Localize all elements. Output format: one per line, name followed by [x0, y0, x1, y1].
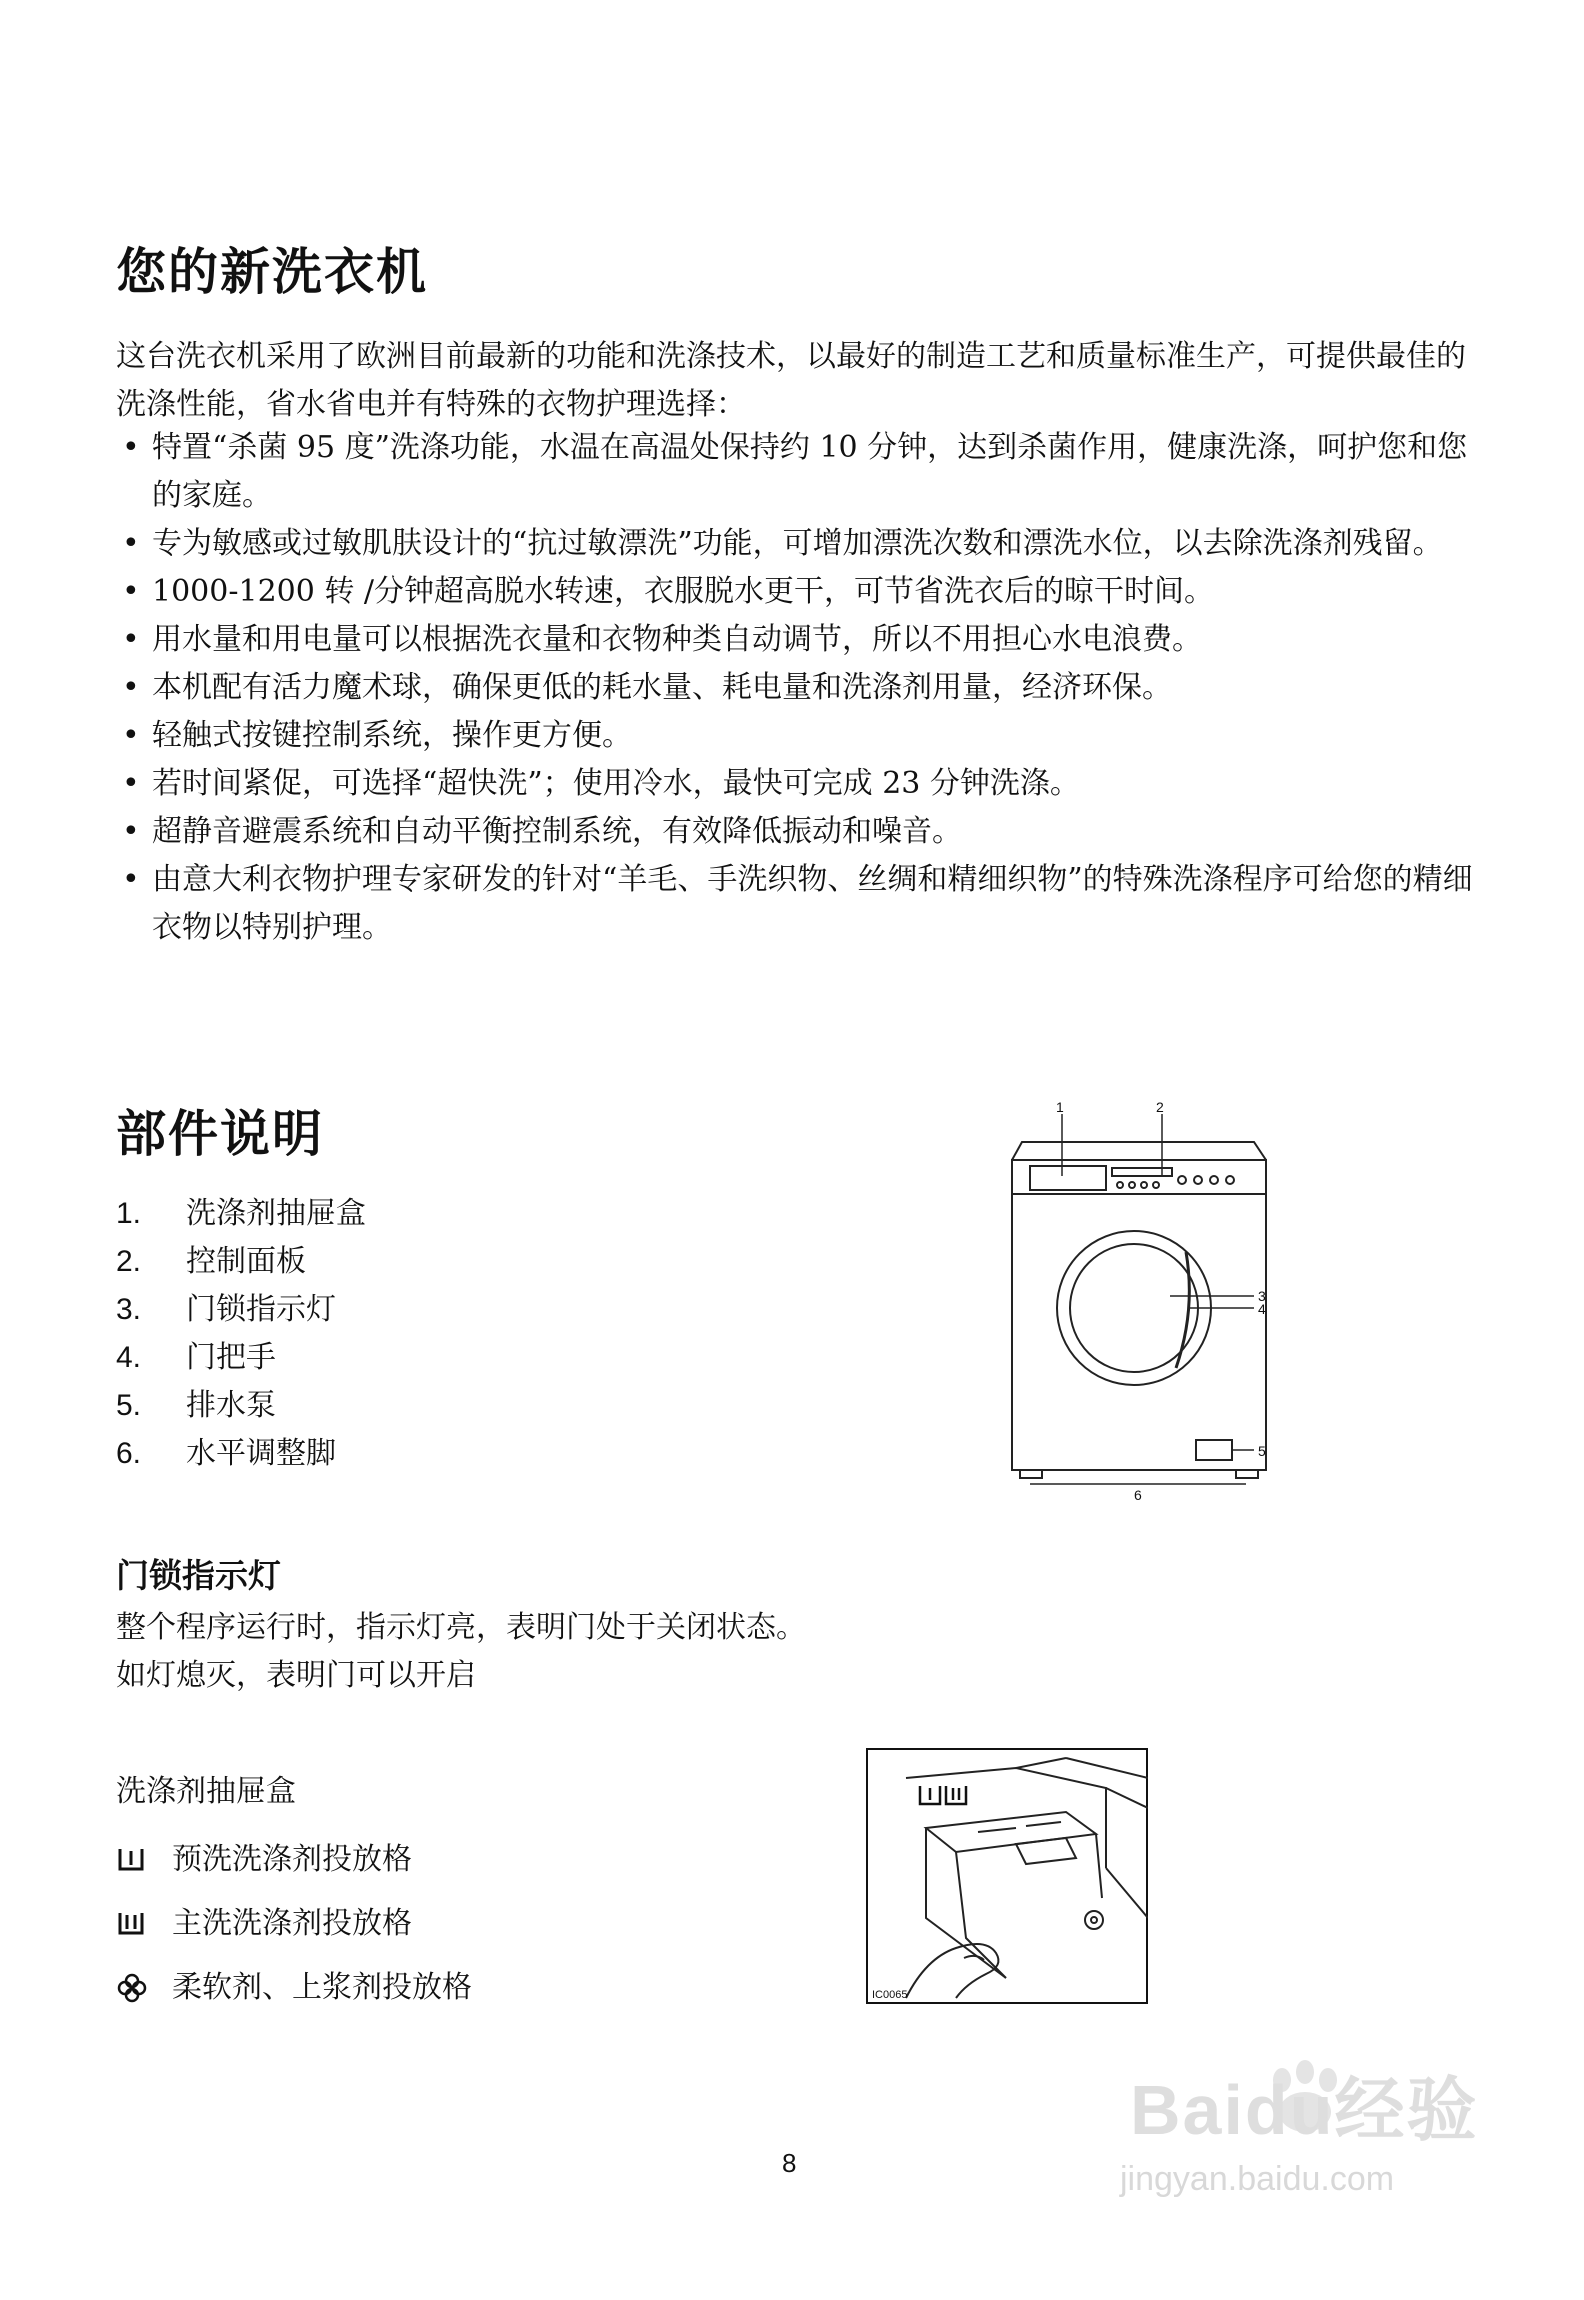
door-glass	[1070, 1244, 1198, 1372]
list-item	[116, 808, 1486, 856]
detergent-drawer	[1030, 1166, 1106, 1190]
list-item	[116, 1892, 472, 1956]
list-item	[116, 568, 1486, 616]
feature-text: 1000-1200 转 /分钟超高脱水转速，衣服脱水更干，可节省洗衣后的晾干时间。	[152, 574, 1215, 609]
feature-text: 若时间紧促，可选择“超快洗”；使用冷水，最快可完成 23 分钟洗涤。	[152, 766, 1080, 801]
feature-text: 用水量和用电量可以根据洗衣量和衣物种类自动调节，所以不用担心水电浪费。	[152, 622, 1202, 657]
part-label: 洗涤剂抽屉盒	[186, 1196, 366, 1231]
leveling-foot	[1236, 1470, 1258, 1478]
list-item	[116, 1190, 366, 1238]
part-label: 门锁指示灯	[186, 1292, 336, 1327]
drawer-title: 洗涤剂抽屉盒	[116, 1774, 296, 1809]
list-item	[116, 1238, 366, 1286]
watermark-logo: Baidu经验	[1130, 2071, 1479, 2149]
diagram-label-6: 6	[1134, 1487, 1142, 1503]
machine-top-edge	[1012, 1142, 1266, 1160]
washing-machine-diagram	[1000, 1100, 1300, 1530]
part-label: 控制面板	[186, 1244, 306, 1279]
lock-line: 如灯熄灭，表明门可以开启	[116, 1658, 476, 1693]
lock-line: 整个程序运行时，指示灯亮，表明门处于关闭状态。	[116, 1610, 806, 1645]
intro-paragraph: 这台洗衣机采用了欧洲目前最新的功能和洗涤技术，以最好的制造工艺和质量标准生产，可提供最佳的洗涤性能，省水省电并有特殊的衣物护理选择：	[116, 339, 1466, 422]
bullet-mark: •	[122, 526, 140, 561]
figure-code: IC0065	[872, 1989, 908, 2001]
machine-body	[1012, 1160, 1266, 1470]
bullet-mark: •	[122, 574, 140, 609]
list-item	[116, 1334, 366, 1382]
part-label: 排水泵	[186, 1388, 276, 1423]
diagram-label-1: 1	[1056, 1100, 1064, 1115]
diagram-label-4: 4	[1258, 1301, 1266, 1317]
list-item	[116, 712, 1486, 760]
section-title-new-washer: 您的新洗衣机	[116, 243, 428, 301]
leveling-foot	[1020, 1470, 1042, 1478]
part-number: 4.	[116, 1341, 142, 1374]
feature-list	[116, 424, 1486, 952]
bullet-mark: •	[122, 862, 140, 897]
list-item	[116, 424, 1486, 520]
part-label: 门把手	[186, 1340, 276, 1375]
list-item	[116, 664, 1486, 712]
list-item	[116, 1828, 472, 1892]
part-number: 2.	[116, 1245, 142, 1278]
part-number: 5.	[116, 1389, 142, 1422]
bullet-mark: •	[122, 766, 140, 801]
list-item	[116, 1956, 472, 2020]
bullet-mark: •	[122, 718, 140, 753]
compartment-label: 柔软剂、上浆剂投放格	[172, 1970, 472, 2005]
list-item	[116, 1382, 366, 1430]
feature-text: 轻触式按键控制系统，操作更方便。	[152, 718, 632, 753]
diagram-label-5: 5	[1258, 1443, 1266, 1459]
parts-list	[116, 1190, 366, 1478]
bullet-mark: •	[122, 430, 140, 465]
bullet-mark: •	[122, 670, 140, 705]
list-item	[116, 520, 1486, 568]
diagram-label-3: 3	[1258, 1288, 1266, 1304]
bullet-mark: •	[122, 622, 140, 657]
drawer-compartment-list	[116, 1828, 472, 2020]
feature-text: 本机配有活力魔术球，确保更低的耗水量、耗电量和洗涤剂用量，经济环保。	[152, 670, 1172, 705]
feature-text: 由意大利衣物护理专家研发的针对“羊毛、手洗织物、丝绸和精细织物”的特殊洗涤程序可给您的精细衣物以特别护理。	[152, 862, 1473, 945]
detergent-drawer-illustration	[866, 1748, 1148, 2004]
list-item	[116, 616, 1486, 664]
bullet-mark: •	[122, 814, 140, 849]
list-item	[116, 1286, 366, 1334]
softener-flower-icon	[116, 1972, 172, 2004]
part-number: 1.	[116, 1197, 142, 1230]
feature-text: 特置“杀菌 95 度”洗涤功能，水温在高温处保持约 10 分钟，达到杀菌作用，健康洗涤，呵护您和您的家庭。	[152, 430, 1468, 513]
part-label: 水平调整脚	[186, 1436, 336, 1471]
list-item	[116, 760, 1486, 808]
feature-text: 超静音避震系统和自动平衡控制系统，有效降低振动和噪音。	[152, 814, 962, 849]
part-number: 3.	[116, 1293, 142, 1326]
mainwash-compartment-icon	[116, 1909, 172, 1939]
diagram-label-2: 2	[1156, 1100, 1164, 1115]
lock-indicator-text	[116, 1604, 806, 1700]
watermark-url: jingyan.baidu.com	[1120, 2160, 1395, 2198]
feature-text: 专为敏感或过敏肌肤设计的“抗过敏漂洗”功能，可增加漂洗次数和漂洗水位，以去除洗涤剂残留。	[152, 526, 1443, 561]
door-handle	[1176, 1252, 1189, 1368]
part-number: 6.	[116, 1437, 142, 1470]
page-number: 8	[782, 2148, 797, 2178]
prewash-compartment-icon	[116, 1845, 172, 1875]
compartment-label: 预洗洗涤剂投放格	[172, 1842, 412, 1877]
list-item	[116, 856, 1486, 952]
compartment-label: 主洗洗涤剂投放格	[172, 1906, 412, 1941]
list-item	[116, 1430, 366, 1478]
lock-indicator-title: 门锁指示灯	[116, 1556, 281, 1595]
drain-pump-cover	[1196, 1440, 1232, 1460]
section-title-parts: 部件说明	[116, 1105, 324, 1163]
